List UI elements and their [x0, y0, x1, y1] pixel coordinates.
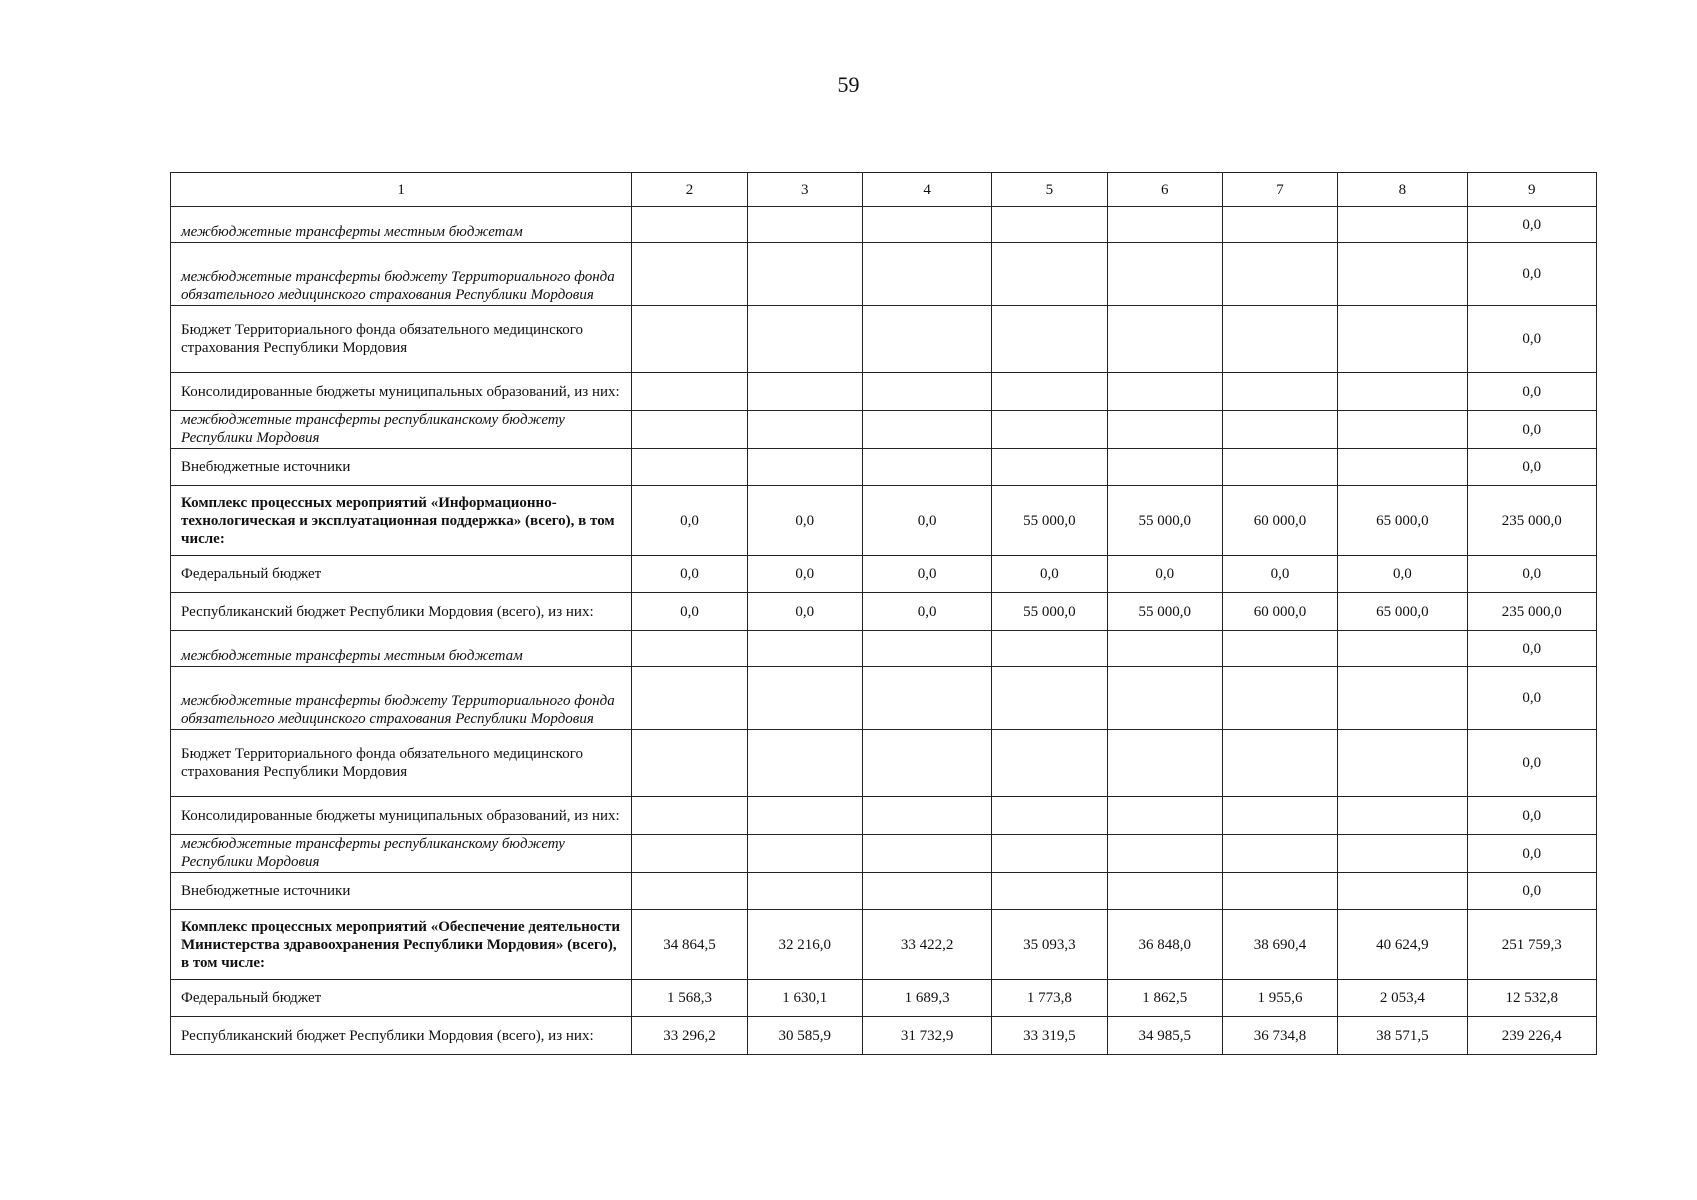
- value-cell: [1222, 667, 1337, 730]
- table-row: [171, 910, 1597, 980]
- row-label: межбюджетные трансферты республиканскому бюджету Республики Мордовия: [171, 411, 632, 449]
- value-cell: 0,0: [747, 556, 862, 593]
- value-cell: 35 093,3: [992, 910, 1107, 980]
- table-row: [171, 373, 1597, 411]
- value-cell: [1107, 873, 1222, 910]
- value-cell: [862, 449, 991, 486]
- value-cell: 33 422,2: [862, 910, 991, 980]
- value-cell: [862, 667, 991, 730]
- row-label: Бюджет Территориального фонда обязательного медицинского страхования Республики Мордовия: [171, 730, 632, 797]
- value-cell: [1222, 411, 1337, 449]
- value-cell: 0,0: [1107, 556, 1222, 593]
- value-cell: [632, 797, 747, 835]
- value-cell: [632, 373, 747, 411]
- value-cell: 0,0: [747, 593, 862, 631]
- value-cell: [1107, 449, 1222, 486]
- value-cell: [992, 411, 1107, 449]
- header-row: [171, 173, 1597, 207]
- value-cell: 36 848,0: [1107, 910, 1222, 980]
- value-cell: 0,0: [992, 556, 1107, 593]
- value-cell: 40 624,9: [1338, 910, 1467, 980]
- value-cell: [1338, 306, 1467, 373]
- value-cell: 0,0: [1467, 449, 1596, 486]
- value-cell: [1338, 631, 1467, 667]
- value-cell: [747, 449, 862, 486]
- row-label: Комплекс процессных мероприятий «Информационно-технологическая и эксплуатационная поддержка» (всего), в том числе:: [171, 486, 632, 556]
- value-cell: 0,0: [1467, 730, 1596, 797]
- value-cell: 0,0: [1338, 556, 1467, 593]
- value-cell: 65 000,0: [1338, 486, 1467, 556]
- value-cell: 0,0: [1467, 873, 1596, 910]
- value-cell: [862, 873, 991, 910]
- value-cell: 34 864,5: [632, 910, 747, 980]
- value-cell: 0,0: [747, 486, 862, 556]
- value-cell: 251 759,3: [1467, 910, 1596, 980]
- value-cell: 31 732,9: [862, 1017, 991, 1055]
- table-body: [171, 207, 1597, 1055]
- value-cell: [1222, 730, 1337, 797]
- table-row: [171, 667, 1597, 730]
- value-cell: 12 532,8: [1467, 980, 1596, 1017]
- value-cell: 33 296,2: [632, 1017, 747, 1055]
- column-header: 6: [1107, 173, 1222, 207]
- value-cell: [862, 373, 991, 411]
- value-cell: [747, 873, 862, 910]
- table-row: [171, 1017, 1597, 1055]
- value-cell: [992, 306, 1107, 373]
- table-row: [171, 556, 1597, 593]
- value-cell: [747, 373, 862, 411]
- value-cell: 2 053,4: [1338, 980, 1467, 1017]
- column-header: 2: [632, 173, 747, 207]
- table-row: [171, 411, 1597, 449]
- value-cell: [747, 730, 862, 797]
- value-cell: 55 000,0: [1107, 486, 1222, 556]
- value-cell: [862, 631, 991, 667]
- value-cell: 32 216,0: [747, 910, 862, 980]
- value-cell: [1338, 207, 1467, 243]
- value-cell: 1 568,3: [632, 980, 747, 1017]
- value-cell: [1338, 835, 1467, 873]
- value-cell: [1107, 835, 1222, 873]
- value-cell: [992, 243, 1107, 306]
- value-cell: 38 690,4: [1222, 910, 1337, 980]
- value-cell: [747, 797, 862, 835]
- value-cell: 34 985,5: [1107, 1017, 1222, 1055]
- row-label: Внебюджетные источники: [171, 873, 632, 910]
- value-cell: 36 734,8: [1222, 1017, 1337, 1055]
- value-cell: [1338, 730, 1467, 797]
- value-cell: 0,0: [1467, 556, 1596, 593]
- value-cell: [1222, 373, 1337, 411]
- value-cell: [747, 306, 862, 373]
- value-cell: 1 630,1: [747, 980, 862, 1017]
- value-cell: 0,0: [1467, 207, 1596, 243]
- value-cell: [1222, 306, 1337, 373]
- value-cell: [1222, 797, 1337, 835]
- value-cell: [632, 631, 747, 667]
- value-cell: [1338, 243, 1467, 306]
- value-cell: [632, 449, 747, 486]
- value-cell: 235 000,0: [1467, 486, 1596, 556]
- value-cell: 55 000,0: [992, 486, 1107, 556]
- value-cell: [862, 306, 991, 373]
- value-cell: 55 000,0: [992, 593, 1107, 631]
- value-cell: 235 000,0: [1467, 593, 1596, 631]
- value-cell: 60 000,0: [1222, 593, 1337, 631]
- row-label: Республиканский бюджет Республики Мордовия (всего), из них:: [171, 593, 632, 631]
- column-header: 9: [1467, 173, 1596, 207]
- value-cell: 0,0: [1467, 306, 1596, 373]
- row-label: Комплекс процессных мероприятий «Обеспечение деятельности Министерства здравоохранения Республики Мордовия» (всего), в том числе:: [171, 910, 632, 980]
- value-cell: [1107, 243, 1222, 306]
- value-cell: [1338, 797, 1467, 835]
- value-cell: [1222, 631, 1337, 667]
- table-row: [171, 207, 1597, 243]
- value-cell: [992, 207, 1107, 243]
- value-cell: [1338, 449, 1467, 486]
- value-cell: [1338, 411, 1467, 449]
- value-cell: 0,0: [632, 486, 747, 556]
- value-cell: [747, 835, 862, 873]
- table-row: [171, 797, 1597, 835]
- row-label: межбюджетные трансферты бюджету Территориального фонда обязательного медицинского страхования Республики Мордовия: [171, 667, 632, 730]
- value-cell: [862, 835, 991, 873]
- value-cell: 0,0: [862, 556, 991, 593]
- row-label: Консолидированные бюджеты муниципальных образований, из них:: [171, 373, 632, 411]
- table-row: [171, 593, 1597, 631]
- table-row: [171, 835, 1597, 873]
- row-label: межбюджетные трансферты местным бюджетам: [171, 207, 632, 243]
- value-cell: 0,0: [1467, 411, 1596, 449]
- row-label: межбюджетные трансферты республиканскому бюджету Республики Мордовия: [171, 835, 632, 873]
- row-label: Республиканский бюджет Республики Мордовия (всего), из них:: [171, 1017, 632, 1055]
- table-row: [171, 486, 1597, 556]
- value-cell: 0,0: [1467, 667, 1596, 730]
- value-cell: [1107, 411, 1222, 449]
- value-cell: 55 000,0: [1107, 593, 1222, 631]
- value-cell: [1107, 373, 1222, 411]
- value-cell: 0,0: [1467, 797, 1596, 835]
- value-cell: 1 689,3: [862, 980, 991, 1017]
- row-label: Внебюджетные источники: [171, 449, 632, 486]
- value-cell: [862, 730, 991, 797]
- value-cell: [992, 835, 1107, 873]
- value-cell: [632, 411, 747, 449]
- value-cell: [1107, 667, 1222, 730]
- value-cell: 1 955,6: [1222, 980, 1337, 1017]
- value-cell: [1222, 835, 1337, 873]
- table-row: [171, 873, 1597, 910]
- budget-table: [170, 172, 1597, 1055]
- value-cell: 0,0: [862, 593, 991, 631]
- value-cell: [747, 207, 862, 243]
- column-header: 4: [862, 173, 991, 207]
- value-cell: 0,0: [1467, 835, 1596, 873]
- value-cell: 60 000,0: [1222, 486, 1337, 556]
- value-cell: [1338, 373, 1467, 411]
- value-cell: 1 773,8: [992, 980, 1107, 1017]
- value-cell: [632, 667, 747, 730]
- value-cell: [632, 306, 747, 373]
- value-cell: 0,0: [632, 593, 747, 631]
- value-cell: [1338, 667, 1467, 730]
- value-cell: [862, 207, 991, 243]
- value-cell: [1107, 631, 1222, 667]
- value-cell: 0,0: [1467, 243, 1596, 306]
- value-cell: [992, 373, 1107, 411]
- value-cell: 33 319,5: [992, 1017, 1107, 1055]
- value-cell: [862, 797, 991, 835]
- value-cell: 0,0: [862, 486, 991, 556]
- value-cell: [862, 243, 991, 306]
- value-cell: [1338, 873, 1467, 910]
- table-row: [171, 980, 1597, 1017]
- row-label: Федеральный бюджет: [171, 980, 632, 1017]
- column-header: 5: [992, 173, 1107, 207]
- value-cell: [632, 207, 747, 243]
- value-cell: [992, 730, 1107, 797]
- table-row: [171, 449, 1597, 486]
- column-header: 3: [747, 173, 862, 207]
- value-cell: [992, 449, 1107, 486]
- value-cell: [992, 873, 1107, 910]
- table-row: [171, 730, 1597, 797]
- row-label: межбюджетные трансферты бюджету Территориального фонда обязательного медицинского страхования Республики Мордовия: [171, 243, 632, 306]
- value-cell: 38 571,5: [1338, 1017, 1467, 1055]
- row-label: Бюджет Территориального фонда обязательного медицинского страхования Республики Мордовия: [171, 306, 632, 373]
- value-cell: [1107, 306, 1222, 373]
- table-row: [171, 306, 1597, 373]
- value-cell: [632, 835, 747, 873]
- value-cell: [1107, 730, 1222, 797]
- row-label: Консолидированные бюджеты муниципальных образований, из них:: [171, 797, 632, 835]
- value-cell: 30 585,9: [747, 1017, 862, 1055]
- value-cell: 0,0: [1467, 631, 1596, 667]
- table-row: [171, 631, 1597, 667]
- value-cell: 65 000,0: [1338, 593, 1467, 631]
- value-cell: [1107, 207, 1222, 243]
- value-cell: [747, 411, 862, 449]
- column-header: 1: [171, 173, 632, 207]
- value-cell: [992, 797, 1107, 835]
- table-row: [171, 243, 1597, 306]
- value-cell: [747, 631, 862, 667]
- value-cell: [747, 243, 862, 306]
- value-cell: 0,0: [1467, 373, 1596, 411]
- row-label: Федеральный бюджет: [171, 556, 632, 593]
- page-number: 59: [837, 72, 860, 97]
- value-cell: [632, 243, 747, 306]
- value-cell: 0,0: [632, 556, 747, 593]
- value-cell: [1222, 243, 1337, 306]
- value-cell: [1222, 207, 1337, 243]
- value-cell: [1222, 873, 1337, 910]
- value-cell: [992, 631, 1107, 667]
- value-cell: [632, 730, 747, 797]
- value-cell: [862, 411, 991, 449]
- value-cell: [747, 667, 862, 730]
- value-cell: [1107, 797, 1222, 835]
- value-cell: 239 226,4: [1467, 1017, 1596, 1055]
- value-cell: 0,0: [1222, 556, 1337, 593]
- value-cell: 1 862,5: [1107, 980, 1222, 1017]
- column-header: 8: [1338, 173, 1467, 207]
- value-cell: [992, 667, 1107, 730]
- row-label: межбюджетные трансферты местным бюджетам: [171, 631, 632, 667]
- value-cell: [632, 873, 747, 910]
- column-header: 7: [1222, 173, 1337, 207]
- value-cell: [1222, 449, 1337, 486]
